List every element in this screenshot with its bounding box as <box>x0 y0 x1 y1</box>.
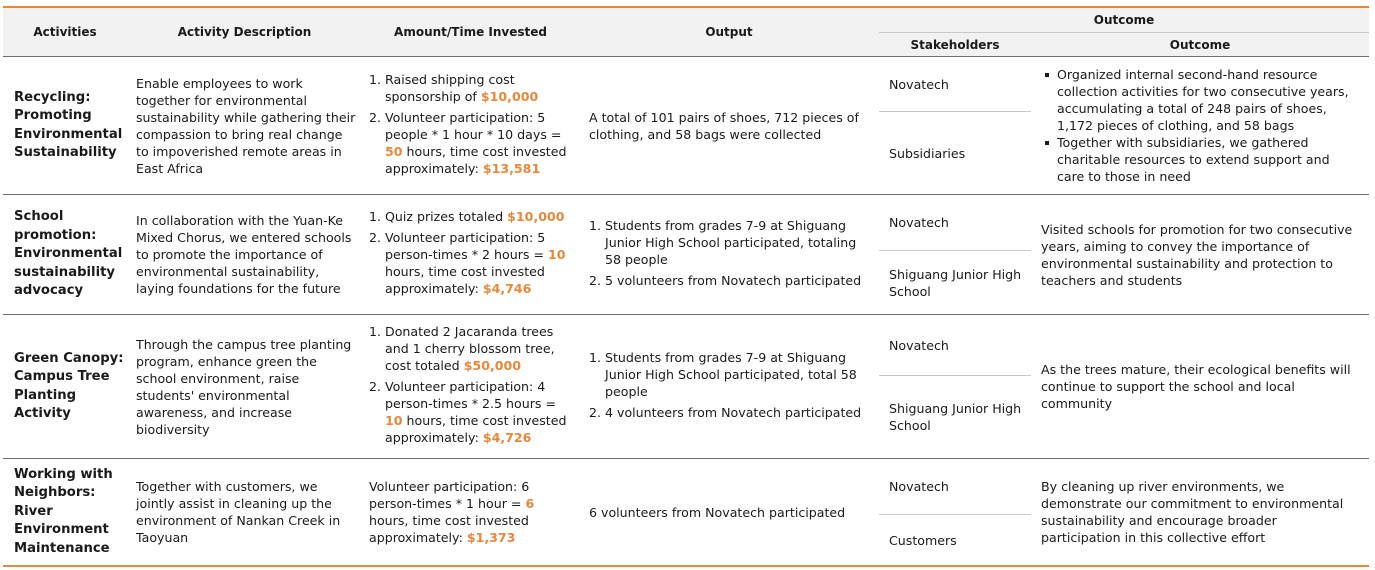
header-amount: Amount/Time Invested <box>394 25 547 39</box>
amount-invested: 1. Quiz prizes totaled $10,000 2. Volunteer participation: 5 person-times * 2 hours = 10 hours, time cost invested approximately: $4,746 <box>362 195 579 315</box>
activity-description: Together with customers, we jointly assist in cleaning up the environment of Nankan Creek in Taoyuan <box>127 459 362 567</box>
stakeholder: Shiguang Junior High School <box>889 266 1022 299</box>
header-description: Activity Description <box>177 25 312 39</box>
table-row <box>3 459 1369 515</box>
outcome: By cleaning up river environments, we demonstrate our commitment to environmental sustainability and encourage broader participation in this collective effort <box>1031 459 1369 567</box>
header-outcome: Outcome <box>1031 33 1369 57</box>
table-row <box>3 315 1369 376</box>
amount-invested: Volunteer participation: 6 person-times * 1 hour = 6 hours, time cost invested approximately: $1,373 <box>362 459 579 567</box>
header-output: Output <box>705 25 753 39</box>
activity-description: In collaboration with the Yuan-Ke Mixed Chorus, we entered schools to promote the importance of environmental sustainability, laying foundations for the future <box>136 213 352 296</box>
header-activities: Activities <box>33 25 97 39</box>
activity-name: Working with Neighbors: River Environment Maintenance <box>3 459 127 567</box>
stakeholder: Subsidiaries <box>889 145 966 161</box>
activity-name: Green Canopy: Campus Tree Planting Activity <box>14 350 124 421</box>
activity-name: School promotion: Environmental sustainability advocacy <box>14 209 123 299</box>
stakeholder: Novatech <box>879 57 1031 112</box>
amount-invested: 1. Donated 2 Jacaranda trees and 1 cherry blossom tree, cost totaled $50,000 2. Volunteer participation: 4 person-times * 2.5 hours = 10 hours, time cost invested approximately: $4,726 <box>362 315 579 459</box>
stakeholder: Customers <box>879 515 1031 567</box>
table-row <box>3 195 1369 251</box>
activity-description: Enable employees to work together for environmental sustainability while gathering their compassion to bring real change to impoverished remote areas in East Africa <box>136 75 356 176</box>
header-outcome-group: Outcome <box>1093 13 1155 27</box>
output: 6 volunteers from Novatech participated <box>579 459 879 567</box>
activity-name: Recycling: Promoting Environmental Sustainability <box>14 89 123 160</box>
stakeholder: Novatech <box>879 315 1031 376</box>
outcome: As the trees mature, their ecological benefits will continue to support the school and local community <box>1041 362 1351 411</box>
outcome: Organized internal second-hand resource collection activities for two consecutive years, accumulating a total of 248 pairs of shoes, 1,172 pieces of clothing, and 58 bags Together with subsidiaries, we gathered charitable resources to extend support and care to those in need <box>1031 57 1369 195</box>
stakeholder: Novatech <box>879 459 1031 515</box>
stakeholder: Shiguang Junior High School <box>889 401 1022 433</box>
output: 1. Students from grades 7-9 at Shiguang Junior High School participated, totaling 58 people 2. 5 volunteers from Novatech participated <box>579 195 879 315</box>
amount-invested: 1. Raised shipping cost sponsorship of $10,000 2. Volunteer participation: 5 people * 1 hour * 10 days = 50 hours, time cost invested approximately: $13,581 <box>362 57 579 195</box>
stakeholder: Novatech <box>879 195 1031 251</box>
output: A total of 101 pairs of shoes, 712 pieces of clothing, and 58 bags were collected <box>589 109 859 142</box>
output: 1. Students from grades 7-9 at Shiguang Junior High School participated, total 58 people 2. 4 volunteers from Novatech participated <box>579 315 879 459</box>
impact-table <box>3 6 1369 567</box>
header-stakeholders: Stakeholders <box>879 33 1031 57</box>
outcome: Visited schools for promotion for two consecutive years, aiming to convey the importance of environmental sustainability and protection to teachers and students <box>1041 221 1353 288</box>
table-row <box>3 57 1369 112</box>
activity-description: Through the campus tree planting program, enhance green the school environment, raise students' environmental awareness, and increase biodiversity <box>136 336 352 437</box>
